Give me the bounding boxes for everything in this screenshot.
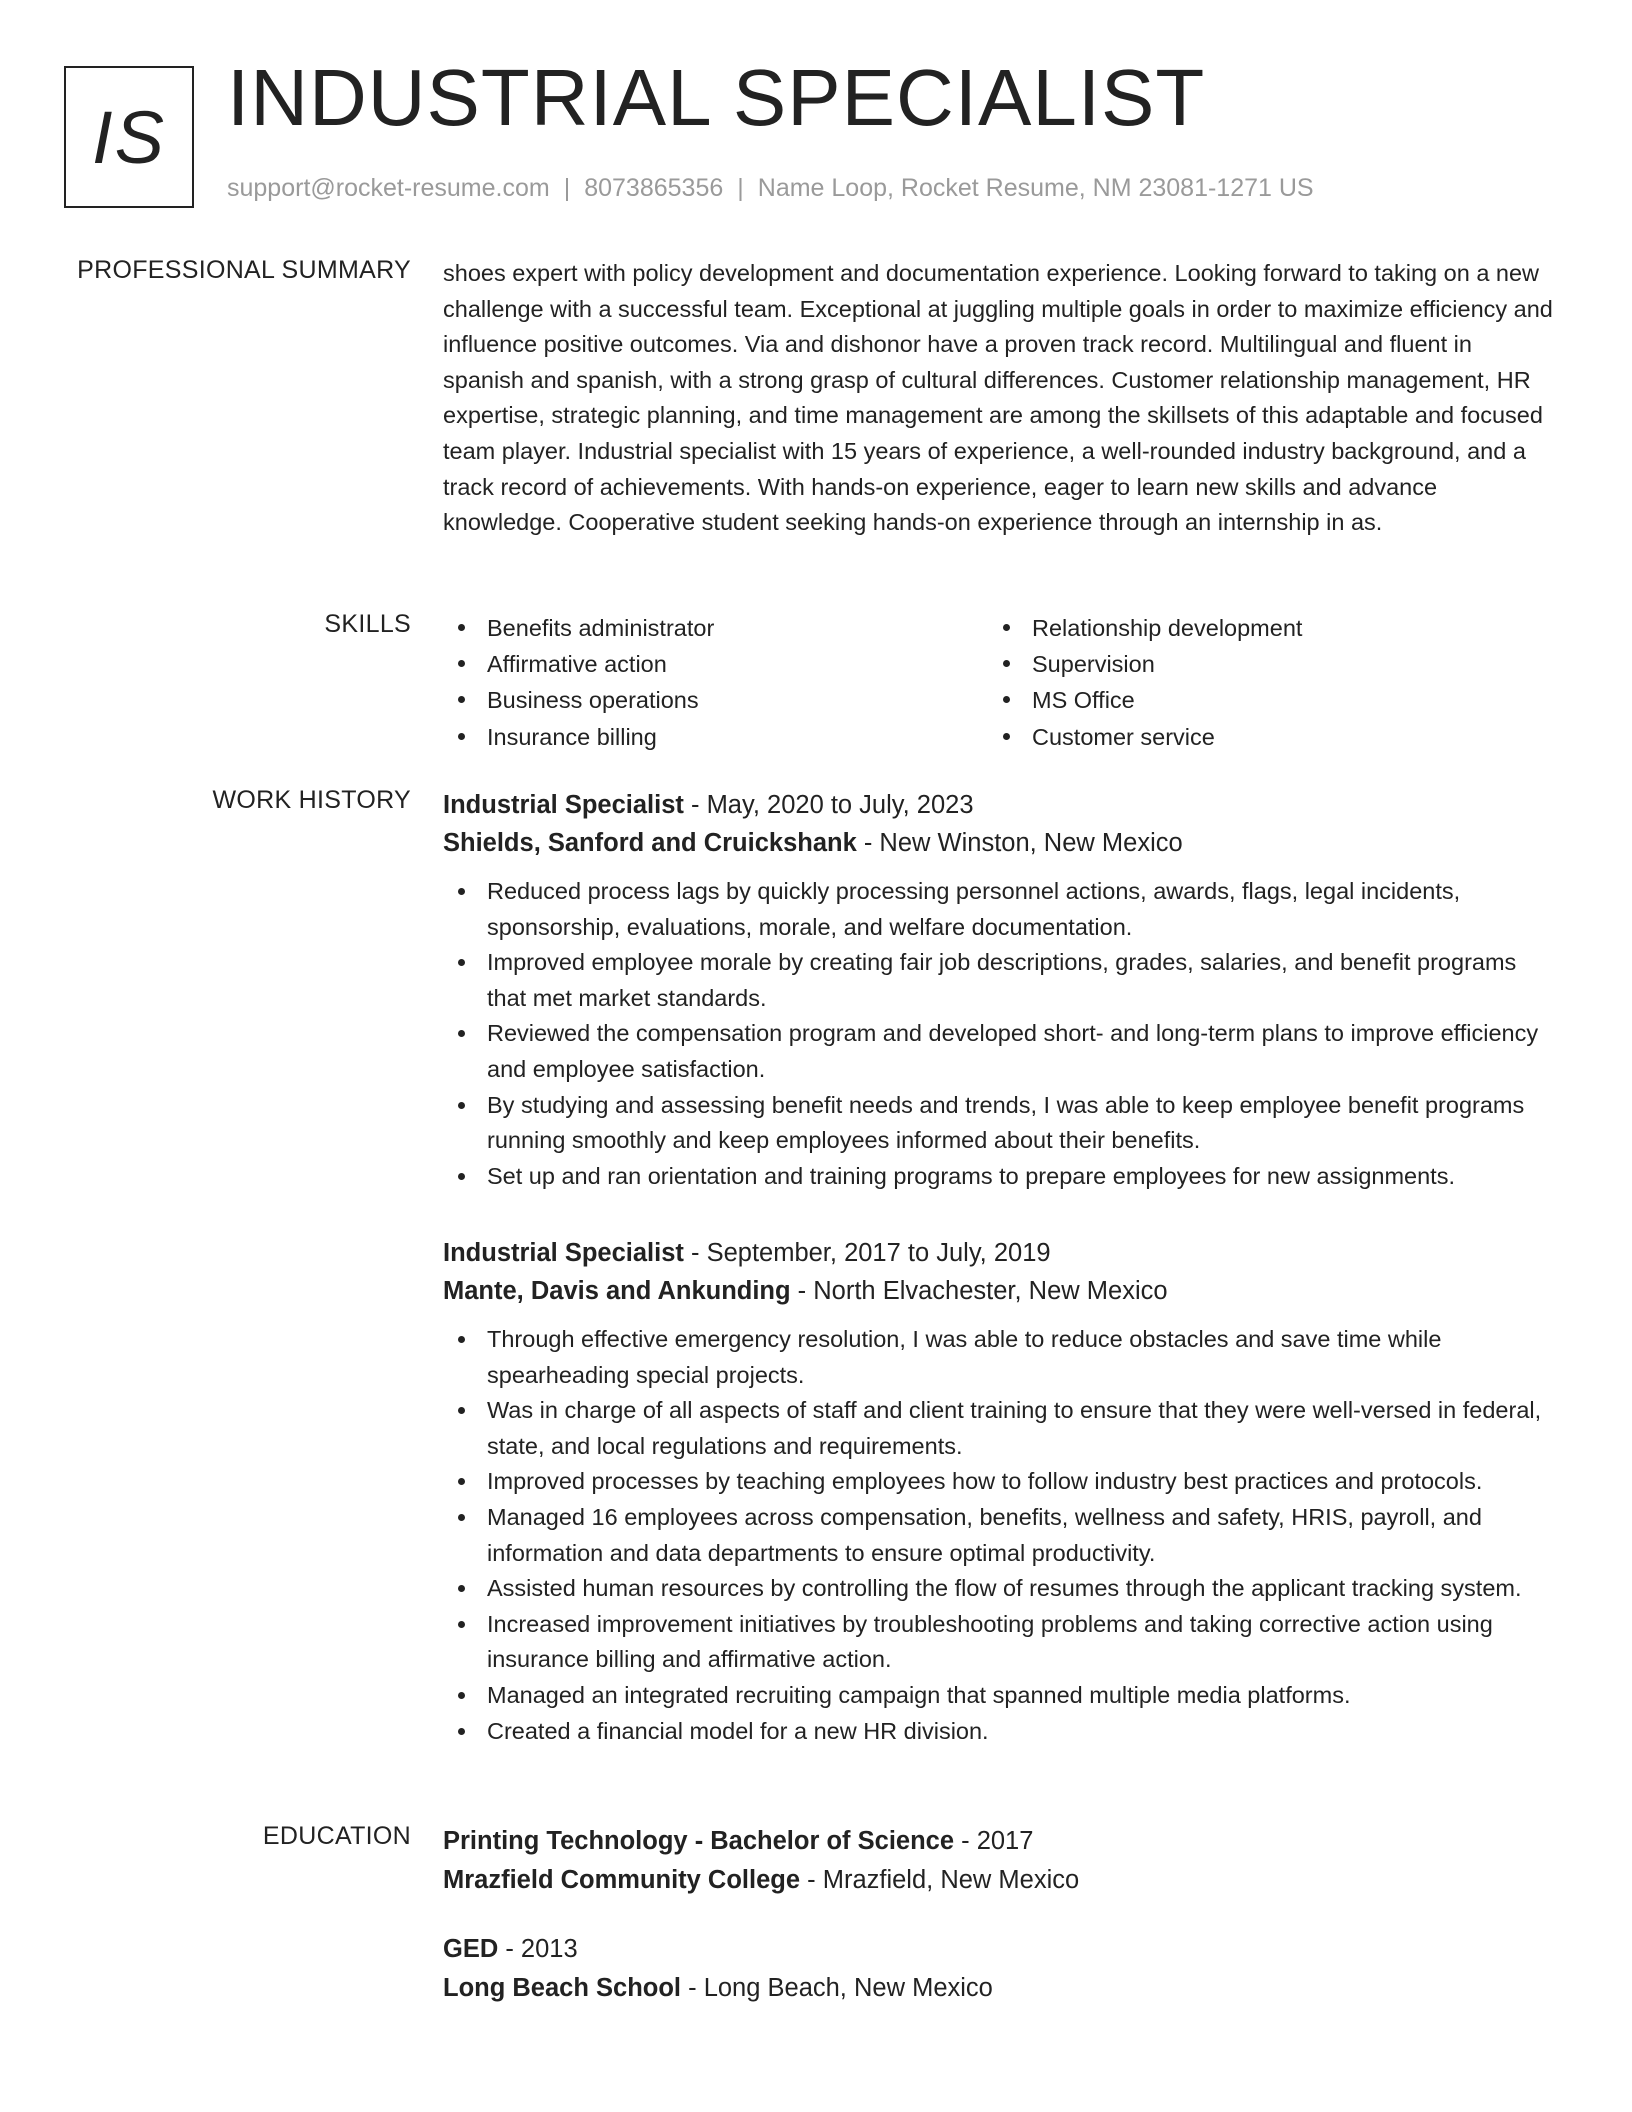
education-entry <box>443 1930 993 2008</box>
initials-monogram <box>64 66 194 208</box>
edu-degree: Printing Technology - Bachelor of Science <box>443 1827 955 1855</box>
job-dates: - September, 2017 to July, 2019 <box>683 1239 1051 1267</box>
contact-address: Name Loop, Rocket Resume, NM 23081-1271 US <box>757 174 1314 202</box>
job-bullet: Reduced process lags by quickly processing personnel actions, awards, flags, legal incidents, sponsorship, evaluations, morale, and welfare documentation. <box>443 874 1553 945</box>
job-dates: - May, 2020 to July, 2023 <box>683 791 974 819</box>
job-company-line <box>443 1272 1553 1310</box>
job-bullet: Set up and ran orientation and training programs to prepare employees for new assignments. <box>443 1159 1553 1195</box>
job-bullet-list <box>443 1322 1553 1749</box>
skill-item: MS Office <box>988 682 1533 718</box>
job-bullet: Through effective emergency resolution, I was able to reduce obstacles and save time while spearheading special projects. <box>443 1322 1553 1393</box>
summary-text: shoes expert with policy development and documentation experience. Looking forward to taking on a new challenge with a successful team. Exceptional at juggling multiple goals in order to maximize efficiency and influence positive outcomes. Via and dishonor have a proven track record. Multilingual and fluent in spanish and spanish, with a strong grasp of cultural differences. Customer relationship management, HR expertise, strategic planning, and time management are among the skillsets of this adaptable and focused team player. Industrial specialist with 15 years of experience, a well-rounded industry background, and a track record of achievements. With hands-on experience, eager to learn new skills and advance knowledge. Cooperative student seeking hands-on experience through an internship in as. <box>443 260 1553 536</box>
section-label-work-history: WORK HISTORY <box>212 786 411 814</box>
edu-degree-line <box>443 1930 993 1969</box>
job-bullet: Created a financial model for a new HR division. <box>443 1714 1553 1750</box>
job-bullet: By studying and assessing benefit needs and trends, I was able to keep employee benefit programs running smoothly and keep employees informed about their benefits. <box>443 1088 1553 1159</box>
section-label-skills: SKILLS <box>324 610 411 638</box>
skill-item: Affirmative action <box>443 646 988 682</box>
edu-school-line <box>443 1861 1553 1900</box>
edu-year: - 2013 <box>498 1935 578 1963</box>
job-company: Shields, Sanford and Cruickshank <box>443 829 857 857</box>
skill-item: Supervision <box>988 646 1533 682</box>
skill-item: Benefits administrator <box>443 610 988 646</box>
job-location: - New Winston, New Mexico <box>856 829 1183 857</box>
job-bullet: Improved employee morale by creating fair job descriptions, grades, salaries, and benefit programs that met market standards. <box>443 945 1553 1016</box>
education-entry <box>443 1822 1553 1900</box>
skill-item: Customer service <box>988 719 1533 755</box>
candidate-name: INDUSTRIAL SPECIALIST <box>227 53 1206 142</box>
edu-school-line <box>443 1969 993 2008</box>
edu-location: - Long Beach, New Mexico <box>681 1974 993 2002</box>
edu-degree-line <box>443 1822 1553 1861</box>
job-location: - North Elvachester, New Mexico <box>790 1277 1168 1305</box>
contact-separator: | <box>563 174 571 202</box>
job-bullet: Improved processes by teaching employees how to follow industry best practices and protocols. <box>443 1464 1553 1500</box>
edu-degree: GED <box>443 1935 499 1963</box>
contact-separator: | <box>737 174 744 202</box>
skill-item: Relationship development <box>988 610 1533 646</box>
edu-school: Mrazfield Community College <box>443 1866 801 1894</box>
job-bullet: Reviewed the compensation program and developed short- and long-term plans to improve efficiency and employee satisfaction. <box>443 1016 1553 1087</box>
job-entry <box>443 786 1553 1194</box>
job-title: Industrial Specialist <box>443 791 684 819</box>
job-entry <box>443 1234 1553 1749</box>
edu-school: Long Beach School <box>443 1974 682 2002</box>
section-label-education: EDUCATION <box>262 1822 411 1850</box>
skills-column-right <box>988 610 1533 755</box>
job-company-line <box>443 824 1553 862</box>
job-bullet: Managed 16 employees across compensation, benefits, wellness and safety, HRIS, payroll, and information and data departments to ensure optimal productivity. <box>443 1500 1553 1571</box>
contact-line <box>227 174 1314 203</box>
job-title-line <box>443 786 1553 824</box>
initials-text: IS <box>92 95 166 179</box>
edu-location: - Mrazfield, New Mexico <box>800 1866 1080 1894</box>
job-bullet-list <box>443 874 1553 1194</box>
contact-email: support@rocket-resume.com <box>227 174 550 202</box>
job-bullet: Was in charge of all aspects of staff and client training to ensure that they were well-versed in federal, state, and local regulations and requirements. <box>443 1393 1553 1464</box>
skill-item: Business operations <box>443 682 988 718</box>
edu-year: - 2017 <box>954 1827 1034 1855</box>
job-title-line <box>443 1234 1553 1272</box>
skills-column-left <box>443 610 988 755</box>
job-title: Industrial Specialist <box>443 1239 684 1267</box>
skill-item: Insurance billing <box>443 719 988 755</box>
job-bullet: Managed an integrated recruiting campaign that spanned multiple media platforms. <box>443 1678 1553 1714</box>
job-bullet: Increased improvement initiatives by troubleshooting problems and taking corrective action using insurance billing and affirmative action. <box>443 1607 1553 1678</box>
job-company: Mante, Davis and Ankunding <box>443 1277 791 1305</box>
section-label-summary: PROFESSIONAL SUMMARY <box>77 256 411 284</box>
job-bullet: Assisted human resources by controlling the flow of resumes through the applicant tracking system. <box>443 1571 1553 1607</box>
contact-phone: 8073865356 <box>584 174 724 202</box>
